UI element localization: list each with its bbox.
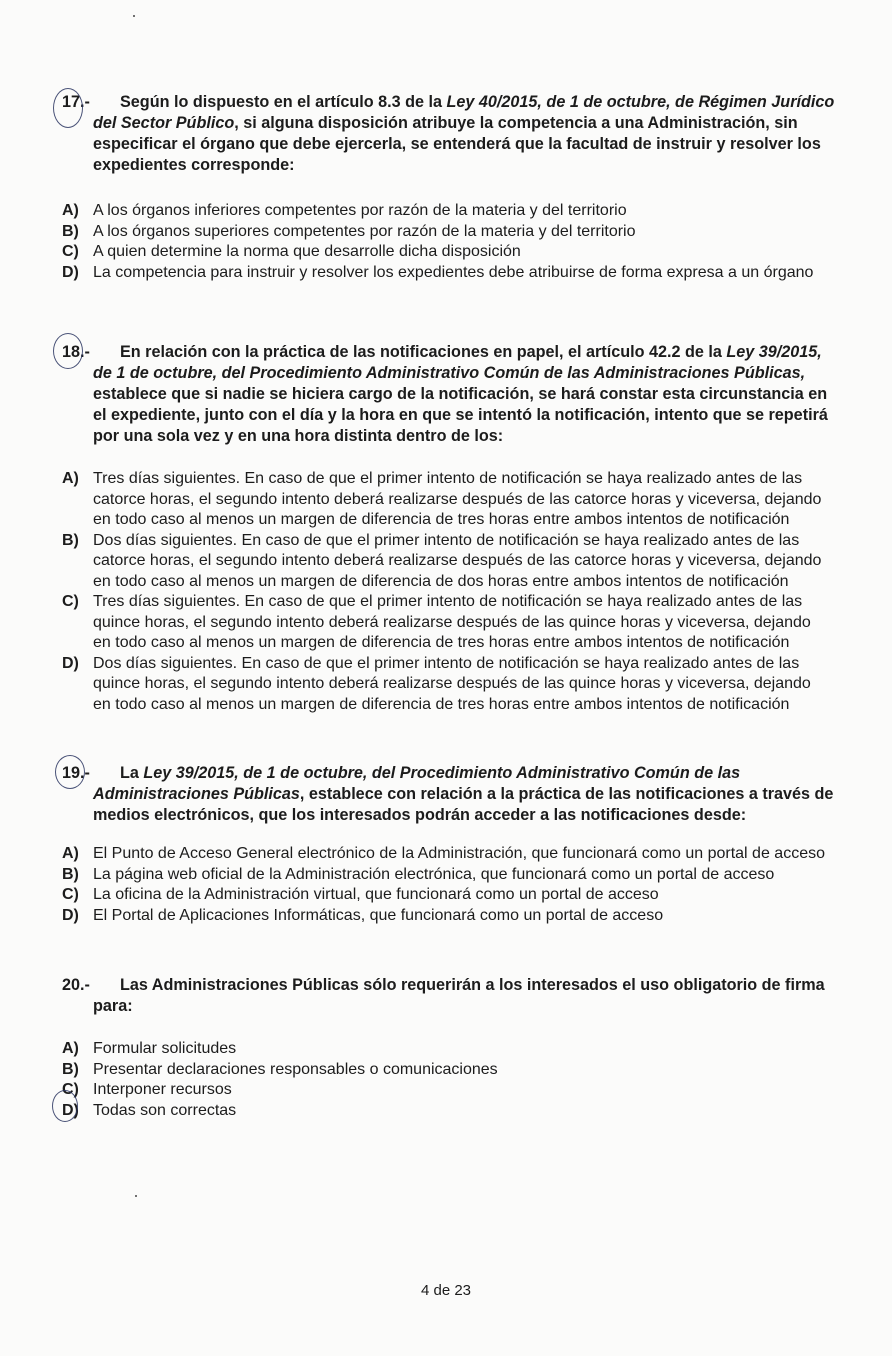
option-a: A) Tres días siguientes. En caso de que el primer intento de notificación se haya realizado antes de las catorce horas, el segundo intento deberá realizarse después de las catorce horas y viceversa, dejando en todo caso al menos un margen de diferencia de tres horas entre ambos intentos de notificación (62, 470, 822, 528)
options-list (62, 201, 892, 283)
options-list (62, 469, 892, 715)
option-c: C) Tres días siguientes. En caso de que el primer intento de notificación se haya realizado antes de las quince horas, el segundo intento deberá realizarse después de las quince horas y viceversa, dejando en todo caso al menos un margen de diferencia de tres horas entre ambos intentos de notificación (62, 593, 811, 651)
question-number: 20.- (62, 976, 90, 994)
question-stem: 18.- En relación con la práctica de las notificaciones en papel, el artículo 42.2 de la Ley 39/2015, de 1 de octubre, del Procedimiento Administrativo Común de las Administraciones Públicas, establece que si nadie se hiciera cargo de la notificación, se hará constar esta circunstancia en el expediente, junto con el día y la hora en que se intentó la notificación, intento que se repetirá por una sola vez y en una hora distinta dentro de los: (62, 343, 828, 445)
question-stem: 20.- Las Administraciones Públicas sólo requerirán a los interesados el uso obligatorio de firma para: (62, 976, 825, 1015)
question-stem: 17.- Según lo dispuesto en el artículo 8.3 de la Ley 40/2015, de 1 de octubre, de Régimen Jurídico del Sector Público, si alguna disposición atribuye la competencia a una Administración, sin especificar el órgano que debe ejercerla, se entenderá que la facultad de instruir y resolver los expedientes corresponde: (62, 93, 835, 174)
question-number: 17.- (62, 93, 90, 111)
option-b: B) Presentar declaraciones responsables o comunicaciones (62, 1060, 498, 1078)
option-c: C) Interponer recursos (62, 1081, 232, 1098)
scan-speck (135, 1195, 137, 1197)
option-b: B) A los órganos superiores competentes por razón de la materia y del territorio (62, 222, 636, 240)
option-d: D) Todas son correctas (62, 1101, 237, 1119)
question-number: 19.- (62, 764, 90, 782)
option-c: C) A quien determine la norma que desarrolle dicha disposición (62, 243, 521, 260)
option-b: B) Dos días siguientes. En caso de que el primer intento de notificación se haya realizado antes de las catorce horas, el segundo intento deberá realizarse después de las catorce horas y viceversa, dejando en todo caso al menos un margen de diferencia de dos horas entre ambos intentos de notificación (62, 531, 822, 590)
pen-circle-mark (55, 755, 85, 789)
option-d: D) El Portal de Aplicaciones Informáticas, que funcionará como un portal de acceso (62, 906, 664, 924)
question-number: 18.- (62, 343, 90, 361)
pen-circle-mark (53, 88, 83, 128)
option-d: D) Dos días siguientes. En caso de que el primer intento de notificación se haya realizado antes de las quince horas, el segundo intento deberá realizarse después de las quince horas y viceversa, dejando en todo caso al menos un margen de diferencia de tres horas entre ambos intentos de notificación (62, 654, 811, 713)
options-list (62, 1039, 892, 1121)
question-20 (62, 975, 892, 1121)
question-19 (62, 763, 892, 926)
option-b: B) La página web oficial de la Administración electrónica, que funcionará como un portal de acceso (62, 865, 775, 883)
question-17 (62, 92, 892, 283)
answer-circle-mark (52, 1090, 78, 1122)
question-18 (62, 342, 892, 715)
option-a: A) Formular solicitudes (62, 1040, 237, 1057)
page-number: 4 de 23 (420, 1282, 472, 1299)
option-a: A) El Punto de Acceso General electrónico de la Administración, que funcionará como un portal de acceso (62, 845, 825, 862)
options-list (62, 844, 892, 926)
scan-speck (133, 15, 135, 17)
option-d: D) La competencia para instruir y resolver los expedientes debe atribuirse de forma expresa a un órgano (62, 263, 814, 281)
option-a: A) A los órganos inferiores competentes por razón de la materia y del territorio (62, 202, 627, 219)
option-c: C) La oficina de la Administración virtual, que funcionará como un portal de acceso (62, 886, 659, 903)
pen-circle-mark (53, 333, 83, 369)
question-stem: 19.- La Ley 39/2015, de 1 de octubre, del Procedimiento Administrativo Común de las Administraciones Públicas, establece con relación a la práctica de las notificaciones a través de medios electrónicos, que los interesados podrán acceder a las notificaciones desde: (62, 764, 834, 824)
